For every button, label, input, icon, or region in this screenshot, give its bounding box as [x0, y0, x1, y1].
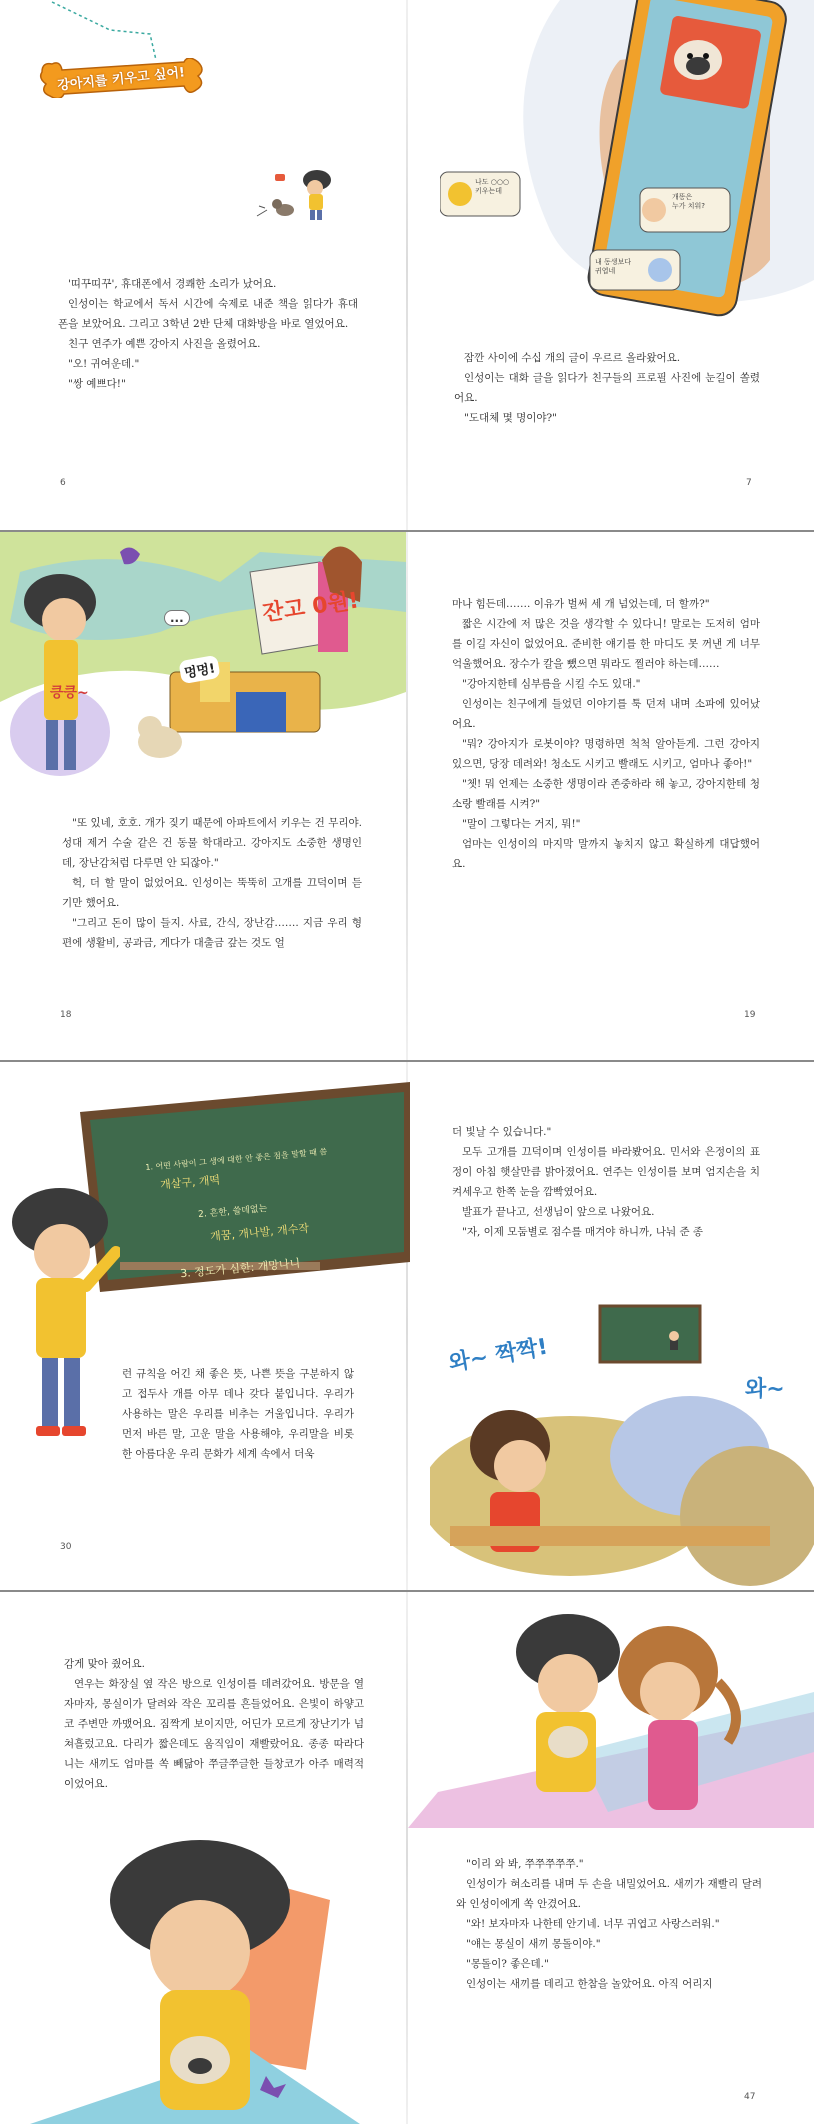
boy-puppy-illustration — [30, 1820, 406, 2124]
paragraph: 인성이는 대화 글을 읽다가 친구들의 프로필 사진에 눈길이 쏠렸어요. — [454, 372, 760, 404]
paragraph: "그리고 돈이 많이 들지. 사료, 간식, 장난감……. 지금 우리 형편에 생활비, 공과금, 게다가 대출금 갚는 것도 얼 — [62, 917, 362, 949]
text-block-left — [62, 813, 362, 953]
thought-dots: ... — [164, 610, 190, 626]
text-block-left — [122, 1364, 354, 1464]
paragraph: "몽돌이? 좋은데." — [466, 1958, 549, 1970]
paragraph: 연우는 화장실 옆 작은 방으로 인성이를 데려갔어요. 방문을 열자마자, 몽실이가 달려와 작은 꼬리를 흔들었어요. 은빛이 하얗고 코 주변만 까맸어요. 짐짝게 보이지만, 어딘가 모르게 장난기가 넘쳐흘렀고요. 다리가 짧은데도 움직임이 재빨랐어요. 종종 따라다니는 새끼도 엄마를 쏙 빼닮아 쭈글쭈글한 들창코가 아주 매력적이었어요. — [64, 1678, 364, 1790]
sign-text: 잔고 0원! — [261, 588, 361, 627]
page-number-right: 47 — [744, 2092, 756, 2102]
chat-bubble-left: 나도 ○○○ 키우는데 — [475, 178, 510, 195]
sfx-bark: 멍멍! — [178, 655, 220, 684]
board-line-3: 2. 흔한, 쓸데없는 — [197, 1203, 268, 1220]
text-block-right — [454, 348, 760, 428]
spread-4 — [0, 1592, 814, 2124]
paragraph: 엄마는 인성이의 마지막 말까지 놓치지 않고 확실하게 대답했어요. — [452, 838, 760, 870]
paragraph: 마나 힘든데……. 이유가 벌써 세 개 넘었는데, 더 할까?" — [452, 598, 710, 610]
paragraph: "이리 와 봐, 쭈쭈쭈쭈쭈." — [466, 1858, 584, 1870]
page-number-right: 7 — [746, 478, 752, 488]
page-number-left: 18 — [60, 1010, 72, 1020]
paragraph: 잠깐 사이에 수십 개의 글이 우르르 올라왔어요. — [464, 352, 681, 364]
paragraph: "말이 그렇다는 거지, 뭐!" — [462, 818, 581, 830]
chat-bubble-right: 개똥은 누가 치워? — [672, 193, 705, 210]
text-block-right — [452, 594, 760, 874]
paragraph: '띠꾸띠꾸', 휴대폰에서 경쾌한 소리가 났어요. — [68, 278, 277, 290]
chapter-tag — [38, 58, 206, 98]
kids-puppy-illustration — [408, 1592, 814, 1828]
paragraph: 감게 맞아 줬어요. — [64, 1658, 146, 1670]
paragraph: "오! 귀여운데." — [68, 358, 140, 370]
paragraph: "얘는 몽실이 새끼 몽돌이야." — [466, 1938, 601, 1950]
paragraph: "뭐? 강아지가 로봇이야? 명령하면 척척 알아듣게. 그런 강아지 있으면, 당장 데려와! 청소도 시키고 빨래도 시키고, 엄마나 좋아!" — [452, 738, 760, 770]
spread-2 — [0, 532, 814, 1060]
paragraph: "자, 이제 모둠별로 점수를 매겨야 하니까, 나눠 준 종 — [462, 1226, 704, 1238]
paragraph: 헉, 더 할 말이 없었어요. 인성이는 뚝뚝히 고개를 끄덕이며 듣기만 했어요. — [62, 877, 362, 909]
board-line-1: 1. 어떤 사람이 그 생에 대한 안 좋은 점을 말할 때 씀 — [144, 1147, 328, 1172]
page-number-left: 6 — [60, 478, 66, 488]
board-line-4: 개꿈, 개나발, 개수작 — [209, 1221, 310, 1244]
boy-presenting-illustration — [0, 1182, 120, 1442]
gutter — [406, 532, 408, 1060]
text-block-right — [456, 1854, 762, 1994]
paragraph: 발표가 끝나고, 선생님이 앞으로 나왔어요. — [462, 1206, 655, 1218]
paragraph: "강아지한테 심부름을 시킬 수도 있대." — [462, 678, 641, 690]
chat-bubble-bottom: 내 동생보다 귀엽네 — [595, 258, 632, 275]
paragraph: 짧은 시간에 저 많은 것을 생각할 수 있다니! 말로는 도저히 엄마를 이길 자신이 없었어요. 준비한 얘기를 한 마디도 못 꺼낸 게 너무 억울했어요. 장수가 칼을 뺐으면 뭐라도 찔러야 하는데…… — [452, 618, 760, 670]
paragraph: 모두 고개를 끄덕이며 인성이를 바라봤어요. 민서와 은정이의 표정이 아침 햇살만큼 밝아졌어요. 연주는 인성이를 보며 엄지손을 치켜세우고 한쪽 눈을 깜빡였어요. — [452, 1146, 760, 1198]
gutter — [406, 0, 408, 530]
text-block-left — [64, 1654, 364, 1794]
boy-dog-illustration — [255, 166, 345, 226]
paragraph: "쳇! 뭐 언제는 소중한 생명이라 존중하라 해 놓고, 강아지한테 청소랑 빨래를 시켜?" — [452, 778, 760, 810]
page-number-right: 19 — [744, 1010, 756, 1020]
paragraph: 인성이는 새끼를 데리고 한참을 놀았어요. 아직 어리지 — [466, 1978, 713, 1990]
paragraph: 인성이가 혀소리를 내며 두 손을 내밀었어요. 새끼가 재빨리 달려와 인성이에게 쏙 안겼어요. — [456, 1878, 762, 1910]
paragraph: 친구 연주가 예쁜 강아지 사진을 올렸어요. — [68, 338, 261, 350]
paragraph: "쌍 예쁘다!" — [68, 378, 126, 390]
text-block-left — [58, 274, 358, 394]
paragraph: 인성이는 친구에게 들었던 이야기를 툭 던져 내며 소파에 있어났어요. — [452, 698, 760, 730]
spread-1 — [0, 0, 814, 530]
board-line-5: 3. 정도가 심한: 개망나니 — [179, 1256, 301, 1281]
sfx-cheer-right: 와~ — [745, 1377, 785, 1402]
chapter-title: 강아지를 키우고 싶어! — [56, 65, 186, 94]
paragraph: "도대체 몇 명이야?" — [464, 412, 557, 424]
paragraph: 더 빛날 수 있습니다." — [452, 1126, 552, 1138]
dotted-line — [50, 0, 160, 60]
paragraph: 인성이는 학교에서 독서 시간에 숙제로 내준 책을 읽다가 휴대폰을 보았어요. 그리고 3학년 2반 단체 대화방을 바로 열었어요. — [58, 298, 358, 330]
sfx-cheer-left: 와~ 짝짝! — [446, 1334, 550, 1377]
sfx-sniff: 킁킁~ — [50, 685, 89, 701]
spread-3 — [0, 1062, 814, 1590]
text-block-right — [452, 1122, 760, 1242]
board-line-2: 개살구, 개떡 — [159, 1173, 221, 1192]
paragraph: 런 규칙을 어긴 채 좋은 뜻, 나쁜 뜻을 구분하지 않고 접두사 개를 아무 데나 갖다 붙입니다. 우리가 사용하는 말은 우리를 비추는 거울입니다. 우리가 먼저 바른 말, 고운 말을 사용해야, 우리말을 비롯한 아름다운 우리 문화가 세계 속에서 더욱 — [122, 1368, 354, 1460]
paragraph: "또 있네, 호호. 개가 짖기 때문에 아파트에서 키우는 건 무리야. 성대 제거 수술 같은 건 동물 학대라고. 강아지도 소중한 생명인데, 장난감처럼 다루면 안 되잖아." — [62, 817, 362, 869]
page-number-left: 30 — [60, 1542, 72, 1552]
paragraph: "와! 보자마자 나한테 안기네. 너무 귀엽고 사랑스러워." — [466, 1918, 720, 1930]
